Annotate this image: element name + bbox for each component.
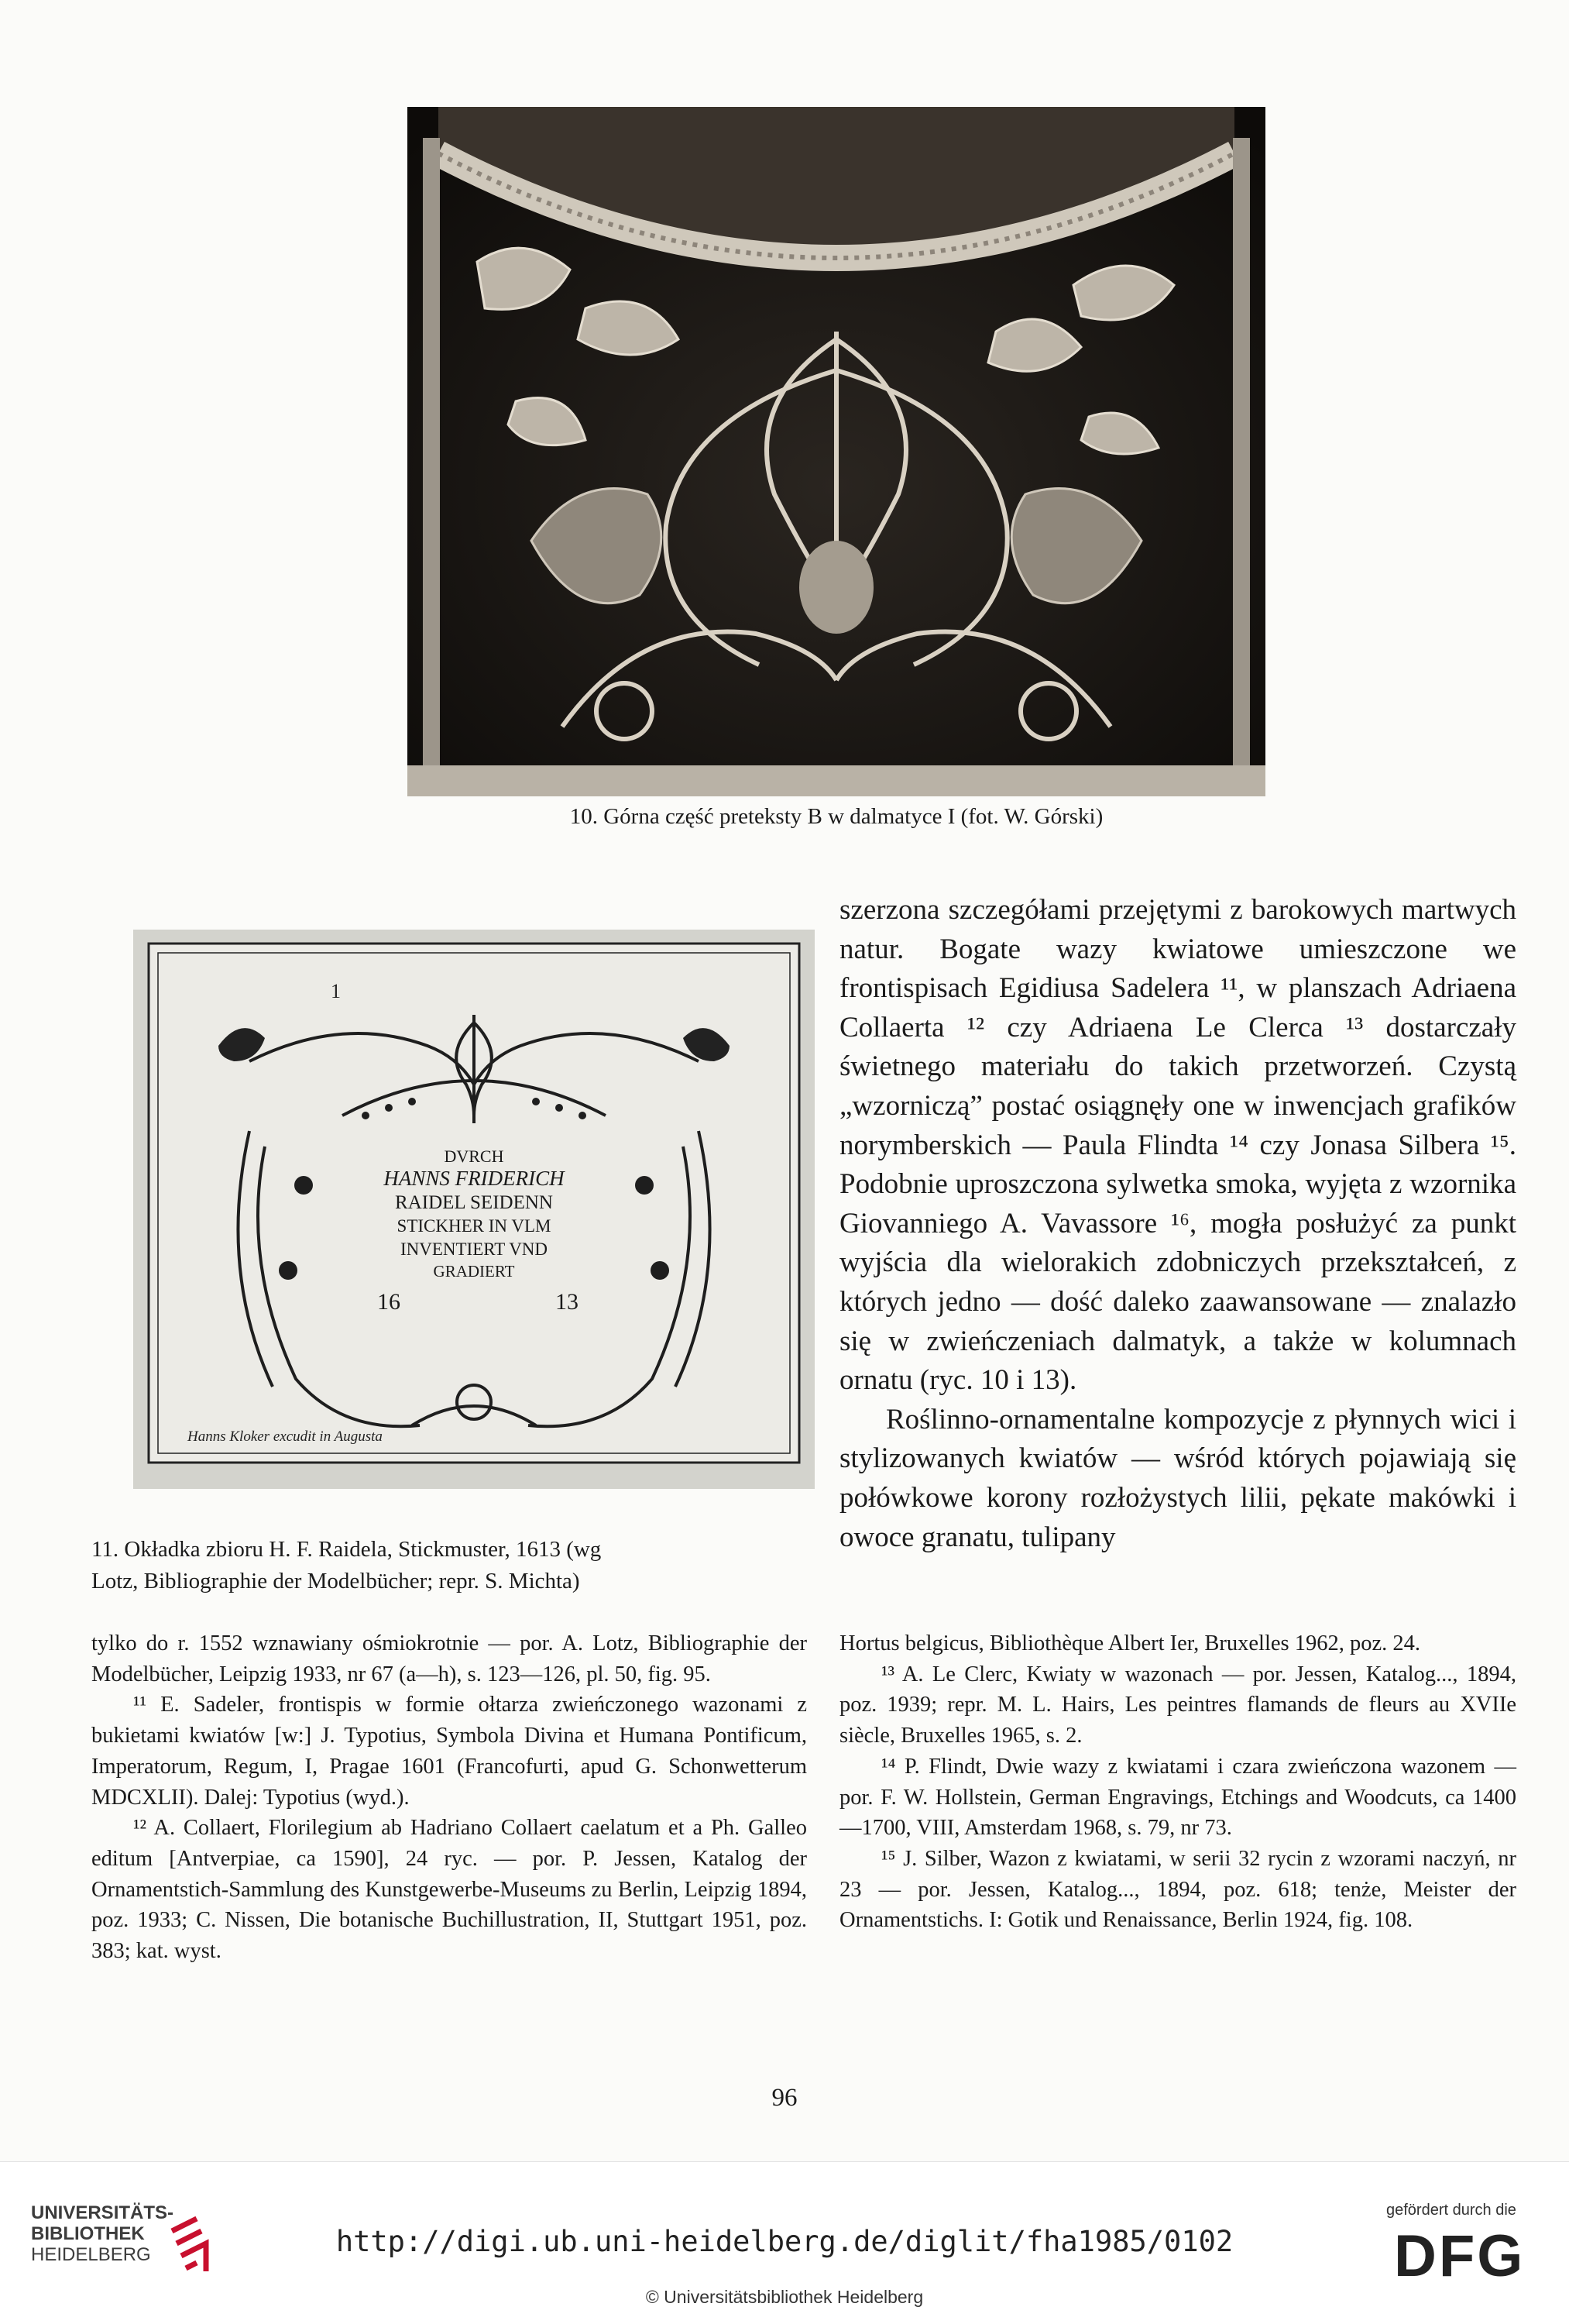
- engraving-line-5: INVENTIERT VND: [400, 1239, 548, 1259]
- engraving-line-2: HANNS FRIDERICH: [383, 1167, 565, 1190]
- engraving-year-right: 13: [555, 1289, 579, 1315]
- figure-10-caption: 10. Górna część preteksty B w dalmatyce I (fot. W. Górski): [569, 804, 1104, 829]
- footnote-12: ¹² A. Collaert, Florilegium ab Hadriano Collaert caelatum et a Ph. Galleo editum [Antverpiae, ca 1590], 24 ryc. — por. P. Jessen, Katalog der Ornamentstich-Sammlung des Kunstgewerbe-Museums zu Berlin, Leipzig 1894, poz. 1933; C. Nissen, Die botanische Buchillustration, II, Stuttgart 1951, poz. 383; kat. wyst.: [91, 1816, 807, 1964]
- figure-10-photo: [407, 107, 1265, 796]
- footnote-15: ¹⁵ J. Silber, Wazon z kwiatami, w serii 32 rycin z wzorami naczyń, nr 23 — por. Jessen, Katalog..., 1894, poz. 618; tenże, Meister der Ornamentstichs. I: Gotik und Renaissance, Berlin 1924, fig. 108.: [839, 1846, 1516, 1933]
- footnote-14: ¹⁴ P. Flindt, Dwie wazy z kwiatami i czara zwieńczona wazonem — por. F. W. Hollstein, German Engravings, Etchings and Woodcuts, ca 1400—1700, VIII, Amsterdam 1968, s. 79, nr 73.: [839, 1754, 1516, 1841]
- footnote-13: ¹³ A. Le Clerc, Kwiaty w wazonach — por. Jessen, Katalog..., 1894, poz. 1939; repr. M. L. Hairs, Les peintres flamands de fleurs au XVIIe siècle, Bruxelles 1965, s. 2.: [839, 1662, 1516, 1748]
- funding-note: gefördert durch die: [1386, 2202, 1516, 2219]
- permalink-url[interactable]: http://digi.ub.uni-heidelberg.de/diglit/fha1985/0102: [335, 2225, 1234, 2258]
- dfg-logo[interactable]: DFG: [1394, 2223, 1526, 2289]
- copyright-notice: © Universitätsbibliothek Heidelberg: [645, 2287, 924, 2307]
- footnote-10-continuation: tylko do r. 1552 wznawiany ośmiokrotnie — por. A. Lotz, Bibliographie der Modelbücher, Leipzig 1933, nr 67 (a—h), s. 123—126, pl. 50, fig. 95.: [91, 1631, 807, 1686]
- body-paragraph-1: szerzona szczegółami przejętymi z barokowych martwych natur. Bogate wazy kwiatowe umieszczone we frontispisach Egidiusa Sadelera ¹¹, w planszach Adriaena Collaerta ¹² czy Adriaena Le Clerca ¹³ dostarczały świetnego materiału do takich przetworzeń. Czystą „wzornicząˮ postać osiągnęły one w inwencjach grafików norymberskich — Paula Flindta ¹⁴ czy Jonasa Silbera ¹⁵. Podobnie uproszczona sylwetka smoka, wyjęta z wzornika Giovanniego A. Vavassore ¹⁶, mogła posłużyć za punkt wyjścia dla wielorakich zdobniczych przekształceń, z których jedno — dość daleko zaawansowane — znalazło się w zwieńczeniach dalmatyk, a także w kolumnach ornatu (ryc. 10 i 13).: [839, 894, 1516, 1397]
- figure-11-caption-line-1: 11. Okładka zbioru H. F. Raidela, Stickmuster, 1613 (wg: [91, 1537, 602, 1562]
- engraving-line-4: STICKHER IN VLM: [397, 1216, 551, 1236]
- page-number: 96: [771, 2084, 798, 2112]
- engraving-signature: Hanns Kloker excudit in Augusta: [187, 1428, 383, 1445]
- engraving-line-3: RAIDEL SEIDENN: [395, 1192, 553, 1213]
- library-logo-line-3: HEIDELBERG: [31, 2244, 151, 2265]
- body-paragraph-2: Roślinno-ornamentalne kompozycje z płynnych wici i stylizowanych kwiatów — wśród których pojawiają się połówkowe korony rozłożystych lilii, pękate makówki i owoce granatu, tulipany: [839, 1403, 1516, 1553]
- library-logo-line-1: UNIVERSITÄTS-: [31, 2202, 174, 2223]
- footnote-12-continuation: Hortus belgicus, Bibliothèque Albert Ier, Bruxelles 1962, poz. 24.: [839, 1631, 1421, 1655]
- library-logo-line-2: BIBLIOTHEK: [31, 2223, 145, 2244]
- figure-11-caption-line-2: Lotz, Bibliographie der Modelbücher; repr. S. Michta): [91, 1569, 580, 1593]
- figure-11-engraving: [133, 930, 815, 1489]
- body-text-right-column: [839, 891, 1516, 1557]
- footnotes-left-column: [91, 1628, 807, 1967]
- figure-11-caption: [91, 1534, 812, 1597]
- engraving-number: 1: [331, 980, 341, 1002]
- footnote-11: ¹¹ E. Sadeler, frontispis w formie ołtarza zwieńczonego wazonami z bukietami kwiatów [w:] J. Typotius, Symbola Divina et Humana Pontificum, Imperatorum, Regum, I, Pragae 1601 (Francofurti, apud G. Schonwetterum MDCXLII). Dalej: Typotius (wyd.).: [91, 1693, 807, 1810]
- engraving-line-1: DVRCH: [444, 1147, 504, 1166]
- engraving-line-6: GRADIERT: [433, 1262, 515, 1281]
- engraving-year-left: 16: [377, 1289, 400, 1315]
- footnotes-right-column: [839, 1628, 1516, 1936]
